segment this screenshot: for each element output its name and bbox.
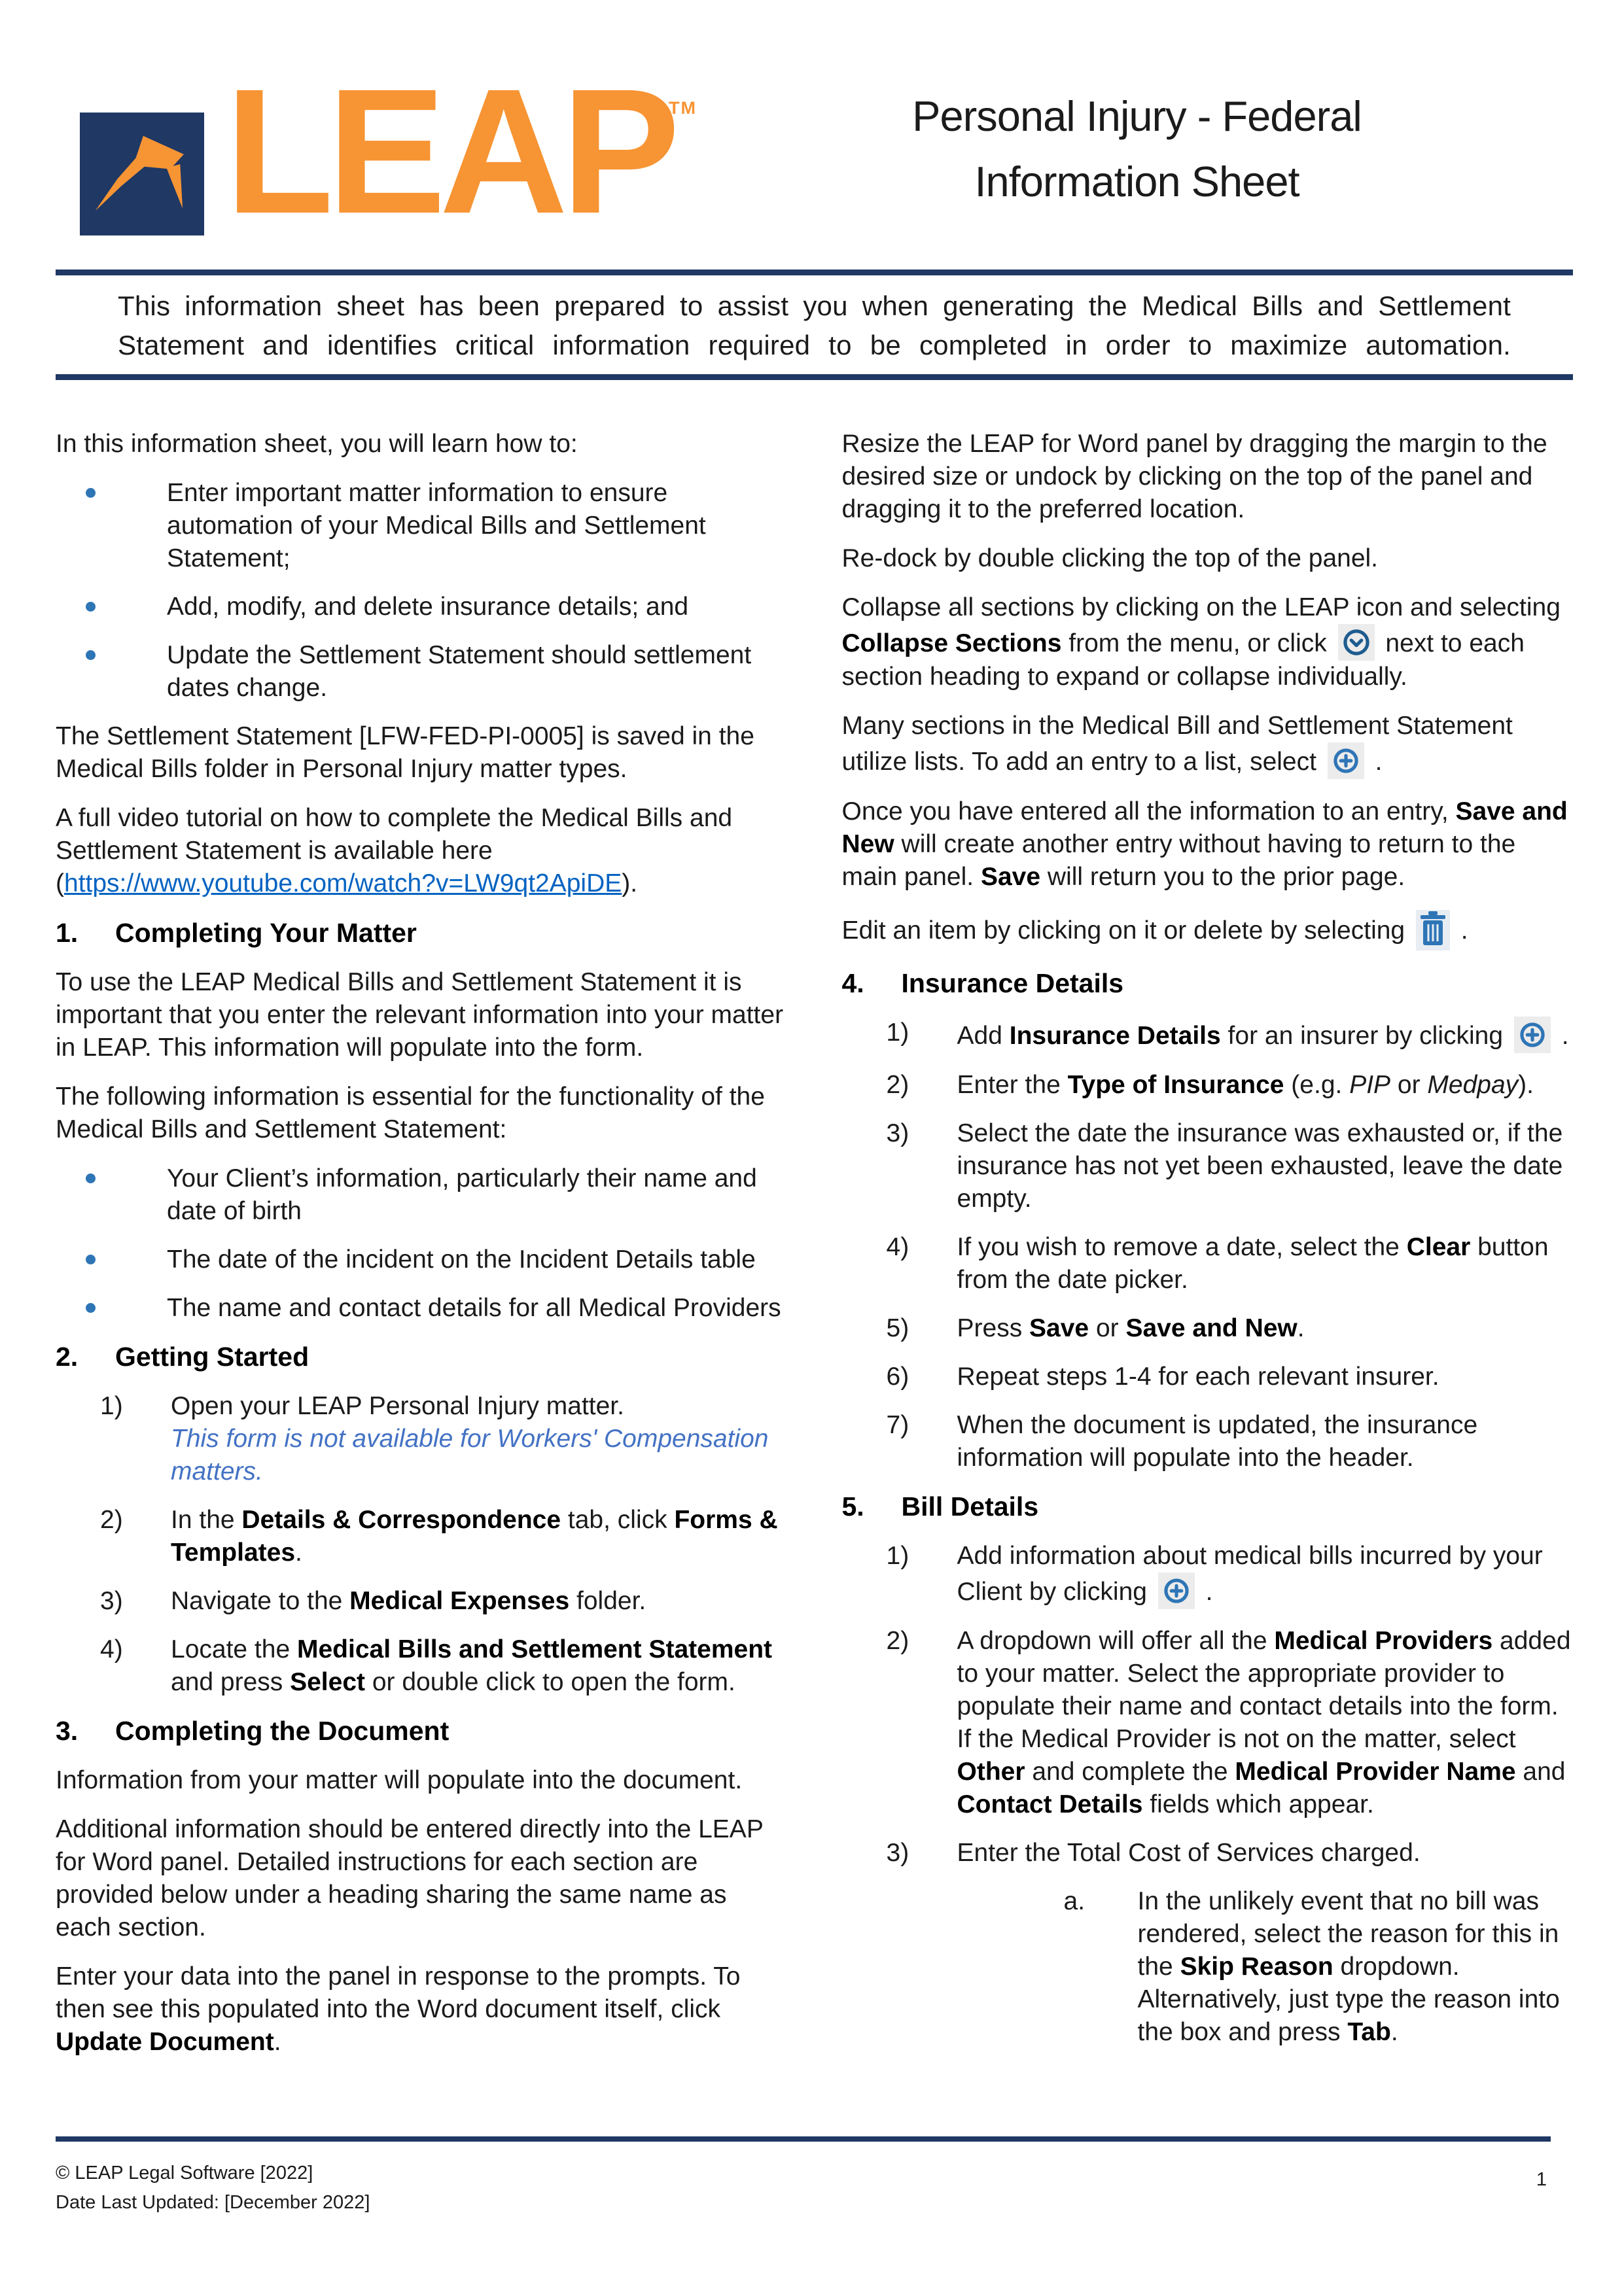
paragraph [842,591,1574,693]
paragraph [842,542,1574,575]
list-item-text [171,1635,772,1696]
text-run: from the menu, or click [1061,629,1334,657]
list-item [842,1069,1574,1102]
list-item-text [171,1392,768,1486]
text-run: or [1089,1314,1126,1342]
leap-logo-mark [80,113,204,235]
text-run: . [1198,1578,1213,1606]
list-item-text [957,1627,1571,1818]
text-run: button from the date picker. [957,1233,1549,1294]
section-title [115,918,417,948]
footer-copyright: © LEAP Legal Software [2022] [56,2163,313,2183]
text-run: Re-dock by double clicking the top of the panel. [841,544,1379,572]
text-run: The date of the incident on the Incident Details table [167,1245,756,1274]
text-run: . [1390,2018,1398,2046]
paragraph [56,966,787,1064]
section-number: 5. [841,1491,864,1522]
list-item-text [957,1411,1478,1472]
text-run: Skip Reason [1180,1953,1333,1981]
list-number: 1) [886,1542,909,1570]
list-item-text [957,1071,1534,1099]
text-run: A dropdown will offer all the [957,1627,1275,1655]
footer [56,2159,370,2218]
add-icon [1158,1573,1195,1609]
text-run: Save and New [1125,1314,1297,1342]
text-run: Medpay [1427,1071,1519,1099]
text-run: fields which appear. [1142,1790,1374,1818]
list-item [842,1409,1574,1474]
text-run: Tab [1347,2018,1391,2046]
text-run: Contact Details [957,1790,1143,1818]
section-title [902,968,1124,998]
text-run: Insurance Details [901,968,1124,998]
text-run: Select the date the insurance was exhausted or, if the insurance has not yet been exhausted, leave the date empty. [957,1119,1563,1213]
bullet-icon [86,1303,96,1313]
text-run: for an insurer by clicking [1220,1022,1510,1050]
list-item-text [957,1119,1563,1213]
bullet-item [56,1292,787,1325]
footer-divider [56,2136,1551,2142]
text-run: . [1453,916,1468,945]
text-run: In the unlikely event that no bill was rendered, select the reason for this in the [1137,1887,1559,1981]
text-run: Enter the [957,1071,1068,1099]
page-number: 1 [1536,2169,1547,2190]
text-run: Type of Insurance [1067,1071,1284,1099]
list-item-text [957,1233,1549,1294]
paragraph [56,1813,787,1944]
text-run: . [1368,748,1383,776]
bullet-item [56,1244,787,1276]
list-item [56,1633,787,1699]
list-item [56,1504,787,1569]
list-number: 4) [100,1635,123,1663]
text-run: and complete the [1025,1758,1235,1786]
list-number: 1) [100,1392,123,1420]
page-title [720,84,1554,215]
list-item [842,1837,1574,1870]
section-number: 1. [56,918,79,948]
list-number: 4) [886,1233,909,1261]
text-run: PIP [1349,1071,1391,1099]
list-number: 3) [886,1119,909,1147]
list-item [842,1231,1574,1296]
text-run: If you wish to remove a date, select the [957,1233,1407,1261]
text-run: or double click to open the form. [365,1668,735,1696]
bullet-text [167,641,751,702]
text-run: In this information sheet, you will learn how to: [56,430,578,458]
text-run: Collapse Sections [841,629,1062,657]
bullet-text [167,1245,756,1274]
text-run: and press [171,1668,291,1696]
add-icon [1514,1017,1551,1053]
text-run: Bill Details [901,1491,1039,1522]
text-run: Enter important matter information to ensure automation of your Medical Bills and Settlement Statement; [167,479,706,572]
text-run: Completing the Document [115,1716,450,1746]
section-number: 3. [56,1716,79,1746]
bullet-icon [86,602,96,612]
text-run: Add, modify, and delete insurance details; and [167,593,689,621]
list-number: 2) [886,1627,909,1655]
list-item [842,1625,1574,1821]
bullet-icon [86,650,96,660]
section-heading [56,916,787,949]
text-run: Resize the LEAP for Word panel by dragging the margin to the desired size or undock by clicking on the top of the panel and dragging it to the preferred location. [841,430,1547,523]
paragraph [842,710,1574,779]
text-run: In the [171,1506,242,1534]
text-run: This form is not available for Workers' Compensation matters. [171,1425,769,1486]
intro-paragraph: This information sheet has been prepared to assist you when generating the Medical Bills and Settlement Statement and identifies critical information required to be completed in order to maximize automation. [118,290,1511,360]
text-run: The Settlement Statement [LFW-FED-PI-0005] is saved in the Medical Bills folder in Personal Injury matter types. [56,722,754,783]
divider [56,270,1573,275]
text-run: The name and contact details for all Medical Providers [167,1294,781,1322]
list-number: 2) [886,1071,909,1099]
list-number: 1) [886,1018,909,1047]
paragraph [56,802,787,900]
section-title [115,1342,309,1372]
body-columns [56,428,1573,2075]
paragraph [56,1960,787,2059]
list-item-text [957,1022,1569,1050]
text-run: Repeat steps 1-4 for each relevant insurer. [957,1363,1439,1391]
delete-icon [1416,910,1450,950]
right-column [842,428,1574,2075]
text-run: If the Medical Provider is not on the matter, select [957,1725,1516,1753]
list-item-text [171,1506,778,1567]
footer-last-updated: Date Last Updated: [December 2022] [56,2192,370,2213]
text-run: will return you to the prior page. [1040,863,1405,891]
paragraph [842,910,1574,950]
text-run: Update the Settlement Statement should settlement dates change. [167,641,752,702]
text-run: Enter the Total Cost of Services charged. [957,1839,1421,1867]
text-run: When the document is updated, the insurance information will populate into the header. [957,1411,1478,1472]
text-run: tab, click [561,1506,675,1534]
list-item-text [957,1839,1421,1867]
text-run: Getting Started [115,1342,309,1372]
text-run: ). [1518,1071,1534,1099]
text-run: Locate the [171,1635,297,1663]
text-run: Select [290,1668,366,1696]
text-run: A full video tutorial on how to complete the Medical Bills and Settlement Statement is available here ( [56,804,733,897]
text-run: Enter your data into the panel in response to the prompts. To then see this populated into the Word document itself, click [56,1962,741,2023]
section-title [115,1716,449,1746]
text-run: Details & Correspondence [241,1506,561,1534]
page-title-line1: Personal Injury - Federal [912,92,1362,140]
text-run: and [1515,1758,1566,1786]
text-run: Press [957,1314,1030,1342]
text-run: Medical Provider Name [1235,1758,1516,1786]
paragraph [842,428,1574,526]
trademark-symbol: TM [669,98,697,118]
text-run: . [1554,1022,1569,1050]
list-number: 6) [886,1363,909,1391]
section-heading [56,1340,787,1373]
text-run: Other [957,1758,1025,1786]
text-run: dropdown. Alternatively, just type the reason into the box and press [1137,1953,1560,2046]
bullet-icon [86,1174,96,1183]
list-item [842,1540,1574,1609]
paragraph [56,1081,787,1146]
bullet-item [56,591,787,623]
text-run: Medical Expenses [349,1587,570,1615]
text-run: To use the LEAP Medical Bills and Settlement Statement it is important that you enter the relevant information into your matter in LEAP. This information will populate into the form. [56,968,784,1062]
text-run: Your Client’s information, particularly their name and date of birth [167,1164,757,1225]
text-run: Many sections in the Medical Bill and Settlement Statement utilize lists. To add an entry to a list, select [841,712,1513,776]
bullet-text [167,1164,757,1225]
list-number: 3) [100,1587,123,1615]
text-run: Update Document [56,2028,274,2056]
list-item [56,1585,787,1618]
text-run: Open your LEAP Personal Injury matter. [171,1392,624,1420]
video-tutorial-link[interactable]: https://www.youtube.com/watch?v=LW9qt2ApiDE [64,869,622,897]
text-run: Insurance Details [1009,1022,1221,1050]
list-number: 3) [886,1839,909,1867]
bullet-item [56,477,787,575]
text-run: Medical Bills and Settlement Statement [296,1635,772,1663]
bullet-icon [86,1255,96,1264]
text-run: Collapse all sections by clicking on the LEAP icon and selecting [841,593,1561,621]
text-run: Edit an item by clicking on it or delete by selecting [841,916,1412,945]
page-title-line2: Information Sheet [974,158,1299,205]
list-item [56,1390,787,1488]
list-item-text [957,1363,1439,1391]
bullet-item [56,1162,787,1228]
kangaroo-icon [80,113,204,235]
text-run: Completing Your Matter [115,918,417,948]
text-run: Save and New [841,797,1568,858]
text-run: will create another entry without having to return to the main panel. [841,830,1516,891]
add-icon [1328,742,1364,779]
bullet-icon [86,488,96,498]
section-heading [842,967,1574,1000]
list-item-text [1138,1887,1560,2046]
section-number: 4. [841,968,864,998]
text-run: Once you have entered all the information to an entry, [841,797,1456,826]
text-run: folder. [569,1587,646,1615]
text-run: Information from your matter will populate into the document. [56,1766,743,1794]
list-number: 2) [100,1506,123,1534]
left-column [56,428,787,2075]
list-item [842,1312,1574,1345]
text-run: Navigate to the [171,1587,350,1615]
section-number: 2. [56,1342,79,1372]
list-item [842,1117,1574,1215]
list-number: a. [1063,1887,1086,1915]
collapse-icon [1338,624,1375,661]
text-run: (e.g. [1284,1071,1350,1099]
text-run: ). [622,869,638,897]
text-run: Save [980,863,1041,891]
list-item [842,1361,1574,1393]
text-run: The following information is essential for the functionality of the Medical Bills and Settlement Statement: [56,1083,765,1143]
paragraph [56,1764,787,1797]
text-run: added to your matter. Select the appropriate provider to populate their name and contact details into the form. [957,1627,1571,1720]
text-run: . [295,1539,302,1567]
text-run: Forms & Templates [171,1506,778,1567]
text-run: next to each section heading to expand or collapse individually. [841,629,1525,691]
text-run: Add [957,1022,1010,1050]
text-run: Clear [1406,1233,1471,1261]
bullet-item [56,639,787,704]
bullet-text [167,479,706,572]
list-item-text [171,1587,646,1615]
bullet-text [167,1294,781,1322]
divider [56,374,1573,380]
text-run: Additional information should be entered directly into the LEAP for Word panel. Detailed instructions for each section are provided below under a heading sharing the same name as each section. [56,1815,764,1941]
text-run: Save [1029,1314,1089,1342]
list-number: 7) [886,1411,909,1439]
section-title [902,1491,1039,1522]
paragraph [56,428,787,461]
bullet-text [167,593,688,621]
text-run: Medical Providers [1274,1627,1493,1655]
section-heading [842,1490,1574,1523]
list-item-text [957,1542,1543,1606]
text-run: or [1390,1071,1428,1099]
paragraph [842,795,1574,894]
section-heading [56,1714,787,1747]
leap-logo-wordmark: LEAP [225,52,674,251]
text-run: . [1297,1314,1305,1342]
list-item-text [957,1314,1305,1342]
text-run: Add information about medical bills incurred by your Client by clicking [957,1542,1543,1606]
list-item [842,1017,1574,1053]
text-run: . [274,2028,281,2056]
list-number: 5) [886,1314,909,1342]
paragraph [56,720,787,786]
list-item [842,1885,1574,2049]
